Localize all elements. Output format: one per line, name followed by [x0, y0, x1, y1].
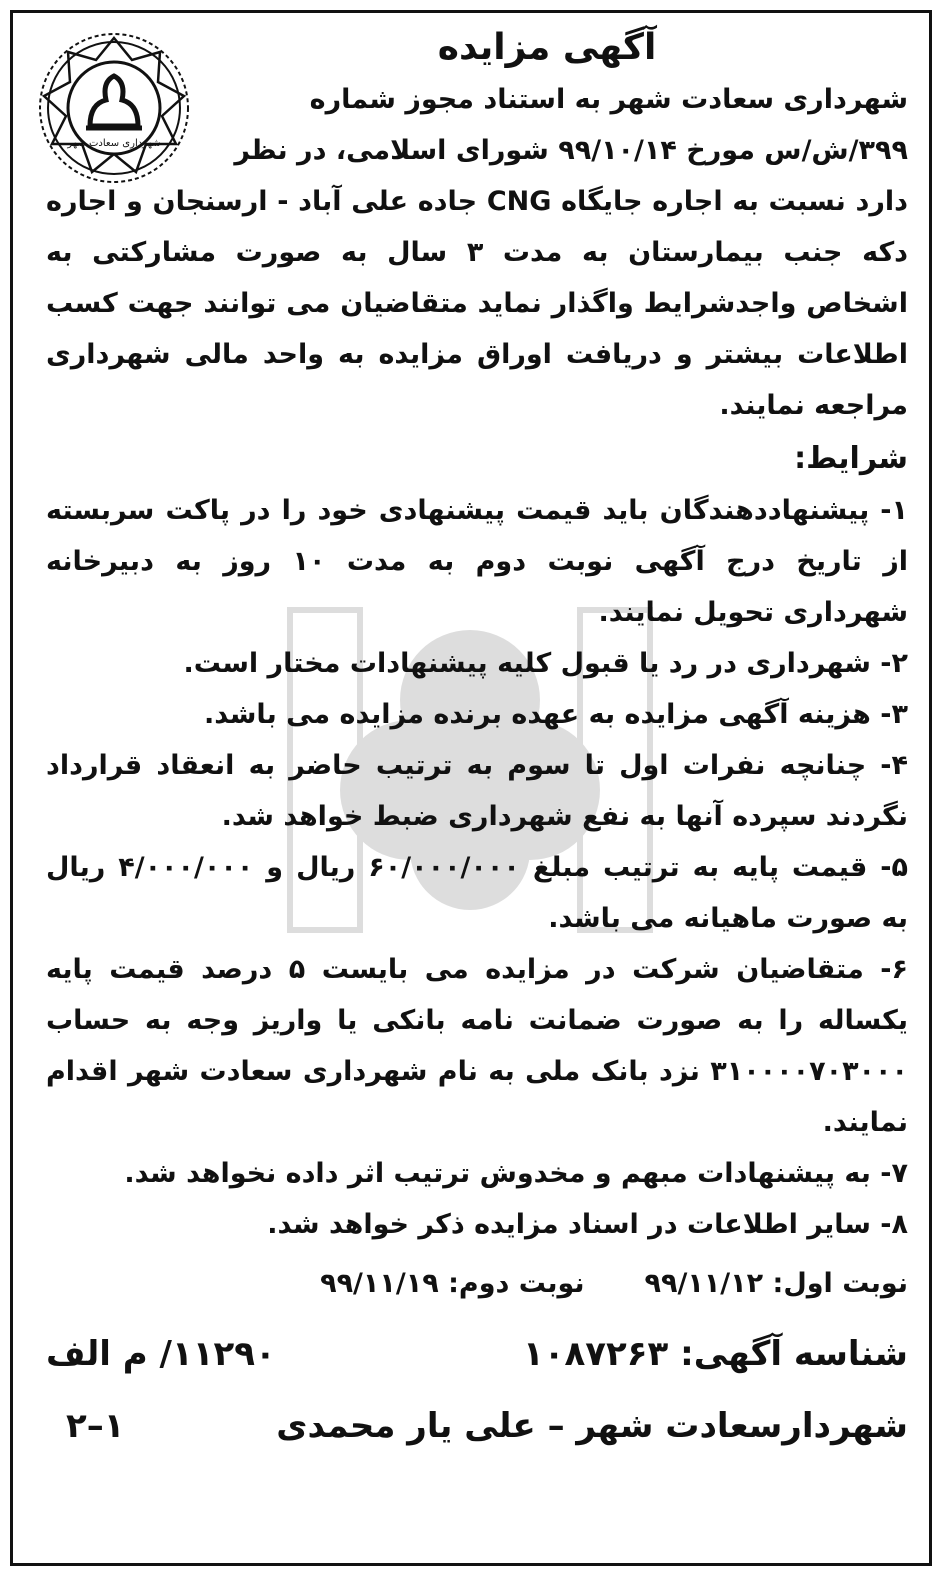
svg-text:شهرداری سعادت شهر: شهرداری سعادت شهر	[67, 138, 161, 149]
publication-dates	[46, 1258, 908, 1310]
intro-line-1: شهرداری سعادت شهر به استناد مجوز شماره	[309, 84, 908, 115]
second-publication-date: ۹۹/۱۱/۱۹	[320, 1268, 439, 1299]
second-publication-label: نوبت دوم:	[448, 1268, 585, 1299]
notice-content	[46, 22, 908, 1456]
ad-id-label: شناسه آگهی:	[680, 1334, 908, 1374]
ad-id	[523, 1324, 908, 1384]
intro-paragraph: دارد نسبت به اجاره جایگاه CNG جاده علی آباد - ارسنجان و اجاره دکه جنب بیمارستان به مدت ۳ سال به صورت مشارکتی به اشخاص واجدشرایط واگذار نماید متقاضیان می توانند جهت کسب اطلاعات بیشتر و دریافت اوراق مزایده به واحد مالی شهرداری مراجعه نمایند.	[46, 186, 909, 421]
first-publication-label: نوبت اول:	[772, 1268, 908, 1299]
condition-item: ۲- شهرداری در رد یا قبول کلیه پیشنهادات مختار است.	[183, 648, 908, 679]
signature: شهردارسعادت شهر – علی یار محمدی	[276, 1406, 908, 1446]
first-publication-date: ۹۹/۱۱/۱۲	[644, 1268, 764, 1299]
condition-item: ۴- چنانچه نفرات اول تا سوم به ترتیب حاضر به انعقاد قرارداد نگردند سپرده آنها به نفع شهرداری ضبط خواهد شد.	[46, 750, 908, 832]
ad-id-row	[46, 1324, 908, 1384]
intro-line-2: ۳۹۹/ش/س مورخ ۹۹/۱۰/۱۴ شورای اسلامی، در نظر	[234, 135, 908, 166]
condition-item: ۳- هزینه آگهی مزایده به عهده برنده مزایده می باشد.	[204, 699, 908, 730]
conditions-heading: شرایط:	[794, 441, 908, 476]
condition-item: ۵- قیمت پایه به ترتیب مبلغ ۶۰/۰۰۰/۰۰۰ ریال و ۴/۰۰۰/۰۰۰ ریال به صورت ماهیانه می باشد.	[46, 852, 908, 934]
ad-code: ۱۱۲۹۰/ م الف	[46, 1334, 276, 1374]
ad-id-value: ۱۰۸۷۲۶۳	[523, 1334, 669, 1374]
first-publication	[645, 1258, 908, 1310]
signature-row	[46, 1396, 908, 1456]
condition-item: ۸- سایر اطلاعات در اسناد مزایده ذکر خواهد شد.	[267, 1209, 908, 1240]
condition-item: ۱- پیشنهاددهندگان باید قیمت پیشنهادی خود را در پاکت سربسته از تاریخ درج آگهی نوبت دوم به مدت ۱۰ روز به دبیرخانه شهرداری تحویل نمایند.	[46, 495, 908, 628]
condition-item: ۷- به پیشنهادات مبهم و مخدوش ترتیب اثر داده نخواهد شد.	[124, 1158, 908, 1189]
condition-item: ۶- متقاضیان شرکت در مزایده می بایست ۵ درصد قیمت پایه یکساله را به صورت ضمانت نامه بانکی یا واریز وجه به حساب ۳۱۰۰۰۰۷۰۳۰۰۰ نزد بانک ملی به نام شهرداری سعادت شهر اقدام نمایند.	[46, 954, 908, 1138]
page-indicator: ۱–۲	[66, 1406, 125, 1446]
notice-title: آگهی مزایده	[437, 27, 657, 68]
second-publication	[320, 1258, 584, 1310]
